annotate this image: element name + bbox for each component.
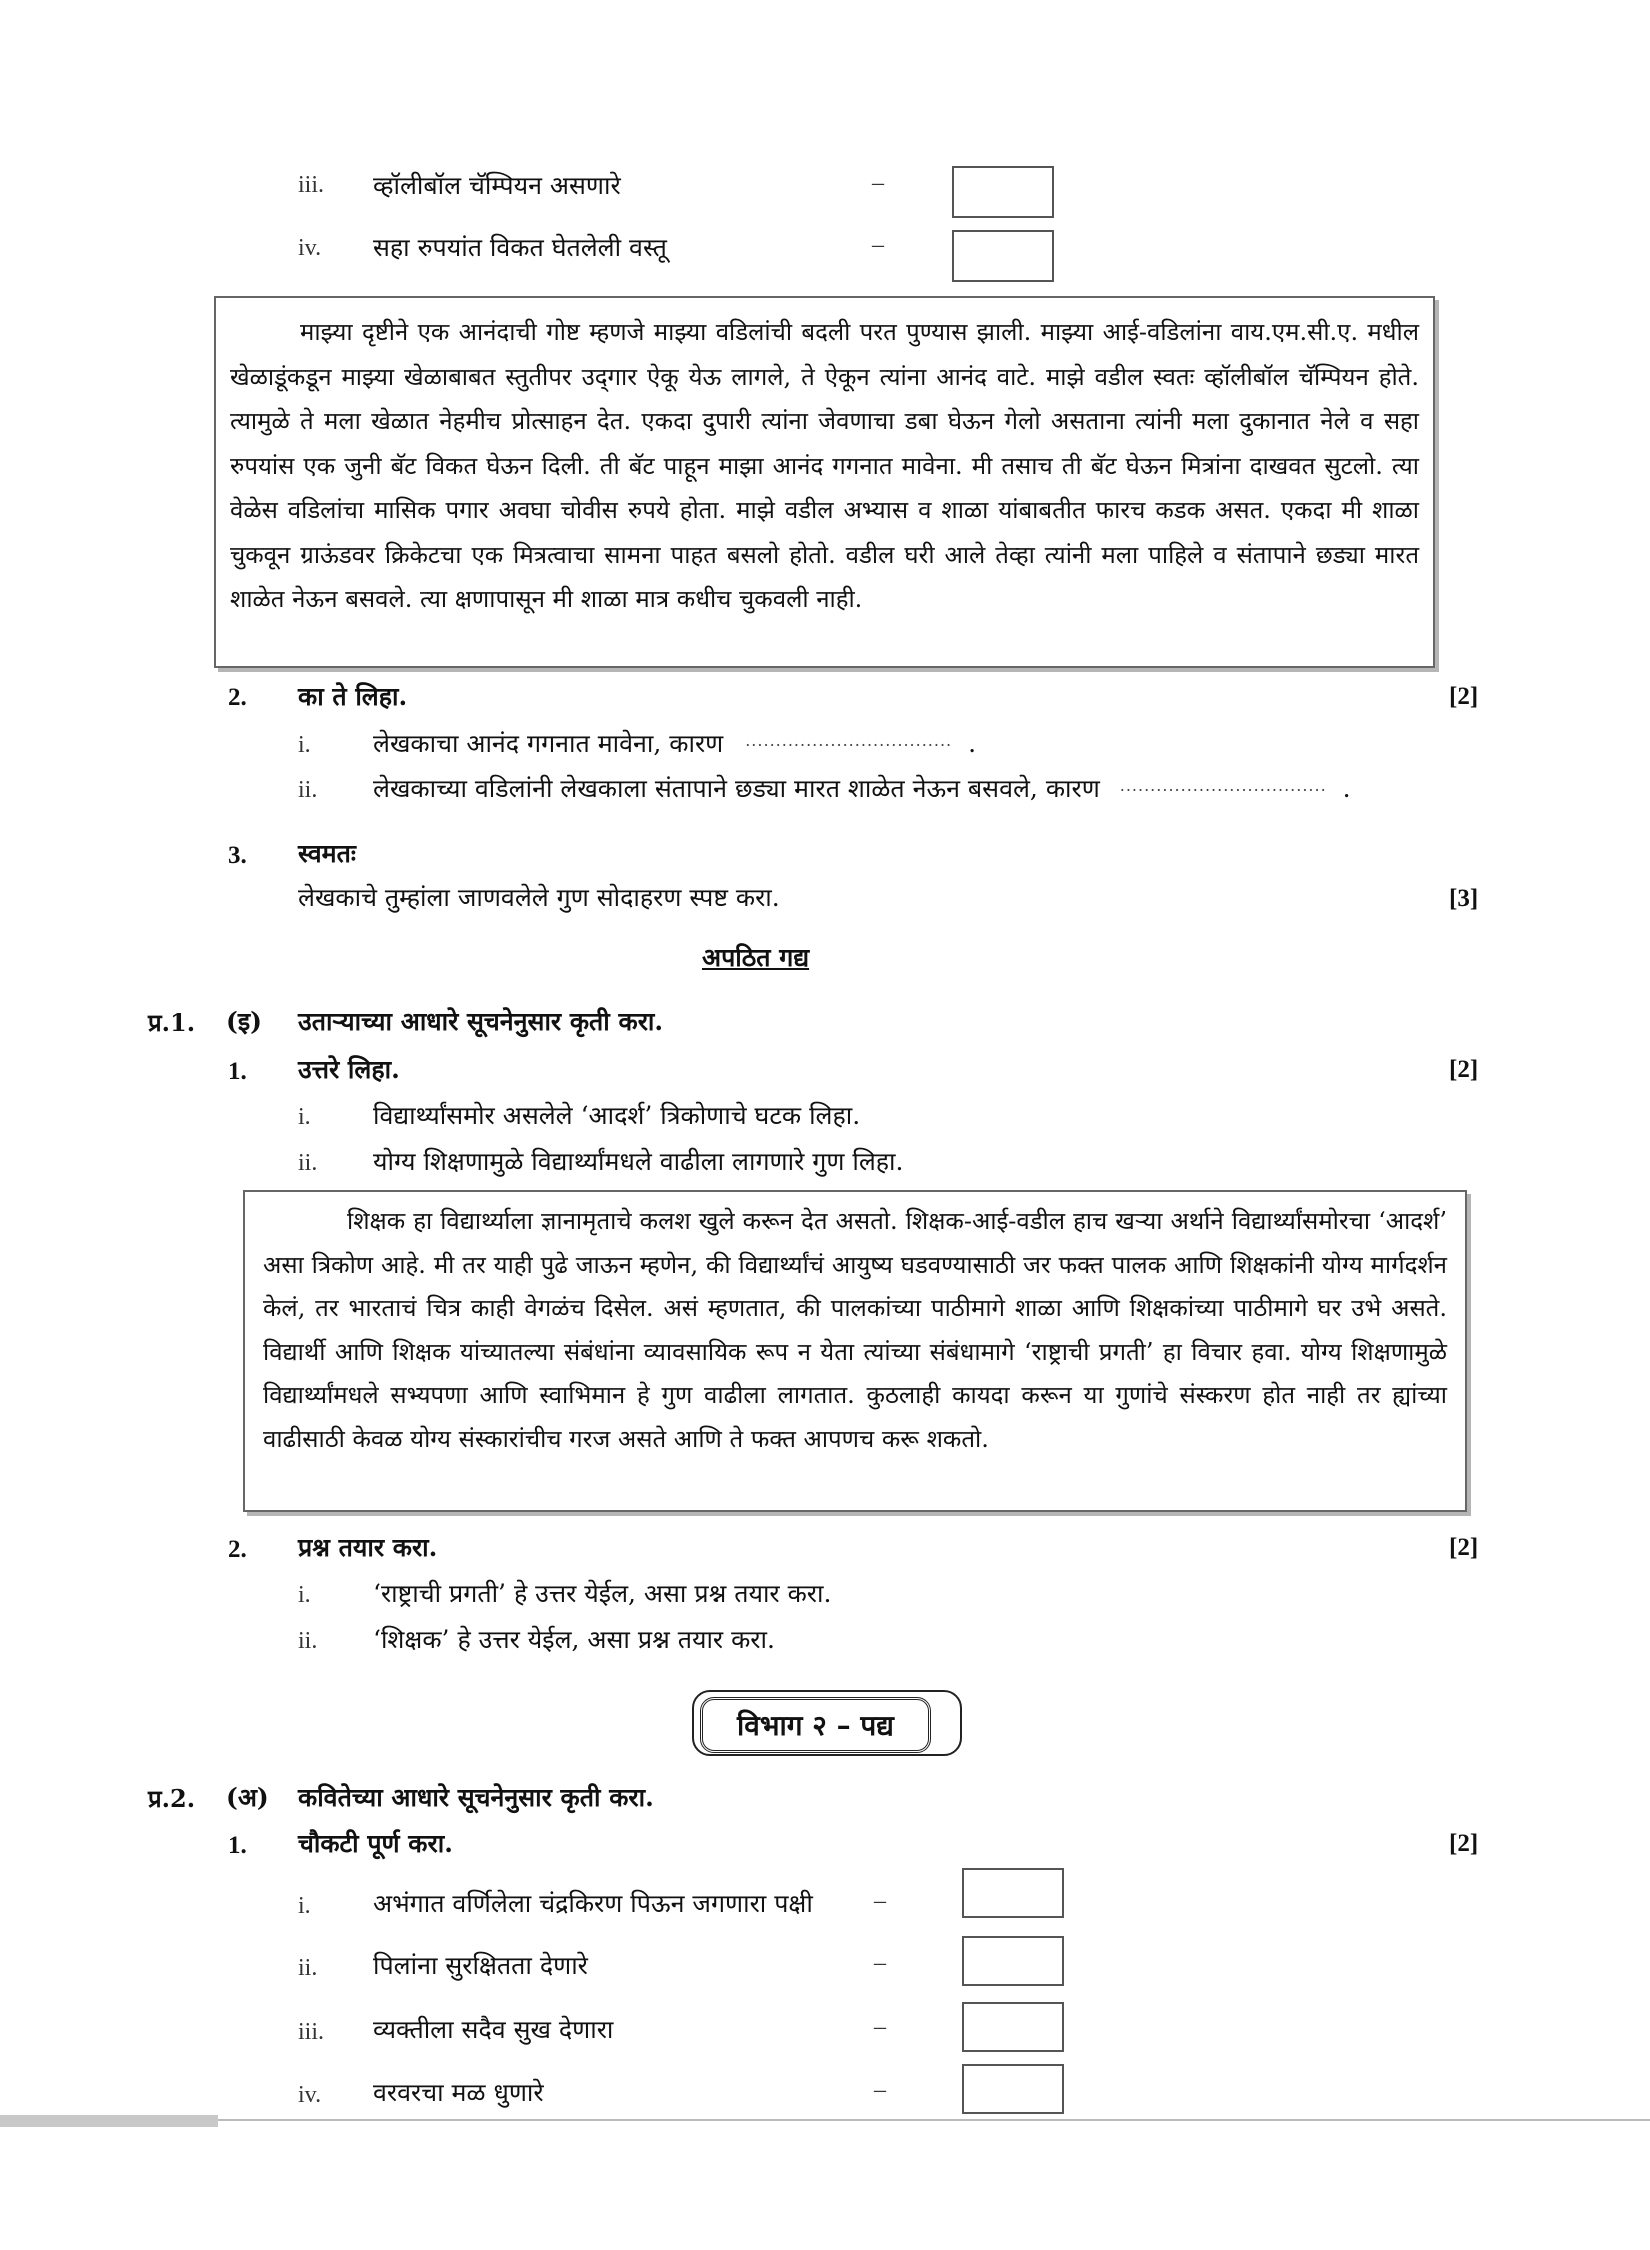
item-text: सहा रुपयांत विकत घेतलेली वस्तू xyxy=(373,233,667,262)
answer-box[interactable] xyxy=(962,1936,1064,1986)
question-number: 3. xyxy=(228,842,247,869)
item-number: ii. xyxy=(298,1628,318,1654)
item-dash: – xyxy=(874,2014,886,2040)
item-number: iv. xyxy=(298,2082,322,2108)
instruction-title: उताऱ्याच्या आधारे सूचनेनुसार कृती करा. xyxy=(298,1007,664,1036)
question-title: उत्तरे लिहा. xyxy=(298,1055,400,1084)
reading-passage xyxy=(243,1190,1467,1512)
item-dash: – xyxy=(874,2077,886,2103)
item-number: i. xyxy=(298,732,311,758)
item-number: iii. xyxy=(298,2019,325,2045)
marks-label: [3] xyxy=(1449,885,1479,912)
question-number: 2. xyxy=(228,1536,247,1563)
answer-blank[interactable]: .................................. xyxy=(1119,776,1327,795)
item-number: iii. xyxy=(298,172,325,198)
marks-label: [2] xyxy=(1449,683,1479,710)
marks-label: [2] xyxy=(1449,1056,1479,1083)
item-text: विद्यार्थ्यांसमोर असलेले ‘आदर्श’ त्रिकोणाचे घटक लिहा. xyxy=(373,1101,861,1130)
item-dash: – xyxy=(872,170,884,196)
item-text: ‘राष्ट्राची प्रगती’ हे उत्तर येईल, असा प्रश्न तयार करा. xyxy=(373,1579,832,1608)
question-title: प्रश्न तयार करा. xyxy=(298,1533,438,1562)
question-title: का ते लिहा. xyxy=(298,682,408,711)
item-text: वरवरचा मळ धुणारे xyxy=(373,2078,544,2107)
item-text: योग्य शिक्षणामुळे विद्यार्थ्यांमधले वाढीला लागणारे गुण लिहा. xyxy=(373,1147,904,1176)
question-title: चौकटी पूर्ण करा. xyxy=(298,1829,453,1858)
page-footer-bar xyxy=(0,2115,218,2127)
item-text: लेखकाचा आनंद गगनात मावेना, कारण .................................. . xyxy=(373,729,977,758)
answer-blank[interactable]: .................................. xyxy=(745,731,953,750)
question-text: लेखकाचे तुम्हांला जाणवलेले गुण सोदाहरण स्पष्ट करा. xyxy=(298,883,780,912)
section-banner: विभाग २ – पद्य xyxy=(700,1697,931,1753)
item-number: ii. xyxy=(298,1955,318,1981)
item-text: व्यक्तीला सदैव सुख देणारा xyxy=(373,2015,614,2044)
item-number: iv. xyxy=(298,235,322,261)
item-text: लेखकाच्या वडिलांनी लेखकाला संतापाने छड्या मारत शाळेत नेऊन बसवले, कारण .................................. . xyxy=(373,774,1351,803)
item-text: पिलांना सुरक्षितता देणारे xyxy=(373,1951,588,1980)
answer-box[interactable] xyxy=(962,2064,1064,2114)
marks-label: [2] xyxy=(1449,1534,1479,1561)
answer-box[interactable] xyxy=(952,230,1054,282)
item-dash: – xyxy=(874,1888,886,1914)
main-question-label: प्र.1. xyxy=(148,1008,196,1037)
reading-passage xyxy=(214,296,1435,668)
answer-box[interactable] xyxy=(962,1868,1064,1918)
item-text: ‘शिक्षक’ हे उत्तर येईल, असा प्रश्न तयार करा. xyxy=(373,1625,775,1654)
answer-box[interactable] xyxy=(952,166,1054,218)
item-text: अभंगात वर्णिलेला चंद्रकिरण पिऊन जगणारा पक्षी xyxy=(373,1889,813,1918)
instruction-title: कवितेच्या आधारे सूचनेनुसार कृती करा. xyxy=(298,1783,654,1812)
passage-text: माझ्या दृष्टीने एक आनंदाची गोष्ट म्हणजे माझ्या वडिलांची बदली परत पुण्यास झाली. माझ्या आई-वडिलांना वाय.एम.सी.ए. मधील खेळाडूंकडून माझ्या खेळाबाबत स्तुतीपर उद्‌गार ऐकू येऊ लागले, ते ऐकून त्यांना आनंद वाटे. माझे वडील स्वतः व्हॉलीबॉल चॅम्पियन होते. त्यामुळे ते मला खेळात नेहमीच प्रोत्साहन देत. एकदा दुपारी त्यांना जेवणाचा डबा घेऊन गेलो असताना त्यांनी मला दुकानात नेले व सहा रुपयांस एक जुनी बॅट विकत घेऊन दिली. ती बॅट पाहून माझा आनंद गगनात मावेना. मी तसाच ती बॅट घेऊन मित्रांना दाखवत सुटलो. त्या वेळेस वडिलांचा मासिक पगार अवघा चोवीस रुपये होता. माझे वडील अभ्यास व शाळा यांबाबतीत फारच कडक असत. एकदा मी शाळा चुकवून ग्राऊंडवर क्रिकेटचा एक मित्रत्वाचा सामना पाहत बसलो होतो. वडील घरी आले तेव्हा त्यांनी मला पाहिले व संतापाने छड्या मारत शाळेत नेऊन बसवले. त्या क्षणापासून मी शाळा मात्र कधीच चुकवली नाही. xyxy=(230,318,1419,613)
item-dash: – xyxy=(874,1950,886,1976)
page-footer-rule xyxy=(0,2119,1650,2121)
item-dash: – xyxy=(872,232,884,258)
item-number: i. xyxy=(298,1582,311,1608)
answer-box[interactable] xyxy=(962,2002,1064,2052)
sub-label: (इ) xyxy=(226,1007,262,1036)
marks-label: [2] xyxy=(1449,1830,1479,1857)
item-number: i. xyxy=(298,1104,311,1130)
item-text: व्हॉलीबॉल चॅम्पियन असणारे xyxy=(373,171,621,200)
sub-label: (अ) xyxy=(226,1783,269,1812)
section-heading: अपठित गद्य xyxy=(702,943,810,972)
question-number: 2. xyxy=(228,684,247,711)
item-number: i. xyxy=(298,1893,311,1919)
question-number: 1. xyxy=(228,1058,247,1085)
item-number: ii. xyxy=(298,777,318,803)
main-question-label: प्र.2. xyxy=(148,1784,196,1813)
question-number: 1. xyxy=(228,1832,247,1859)
passage-text: शिक्षक हा विद्यार्थ्याला ज्ञानामृताचे कलश खुले करून देत असतो. शिक्षक-आई-वडील हाच खऱ्या अर्थाने विद्यार्थ्यांसमोरचा ‘आदर्श’ असा त्रिकोण आहे. मी तर याही पुढे जाऊन म्हणेन, की विद्यार्थ्यांचं आयुष्य घडवण्यासाठी जर फक्त पालक आणि शिक्षकांनी योग्य मार्गदर्शन केलं, तर भारताचं चित्र काही वेगळंच दिसेल. असं म्हणतात, की पालकांच्या पाठीमागे शाळा आणि शिक्षकांच्या पाठीमागे घर उभे असते. विद्यार्थी आणि शिक्षक यांच्यातल्या संबंधांना व्यावसायिक रूप न येता त्यांच्या संबंधामागे ‘राष्ट्राची प्रगती’ हा विचार हवा. योग्य शिक्षणामुळे विद्यार्थ्यांमधले सभ्यपणा आणि स्वाभिमान हे गुण वाढीला लागतात. कुठलाही कायदा करून या गुणांचे संस्करण होत नाही तर ह्यांच्या वाढीसाठी केवळ योग्य संस्कारांचीच गरज असते आणि ते फक्त आपणच करू शकतो. xyxy=(263,1207,1447,1453)
item-number: ii. xyxy=(298,1150,318,1176)
question-title: स्वमतः xyxy=(298,839,356,868)
